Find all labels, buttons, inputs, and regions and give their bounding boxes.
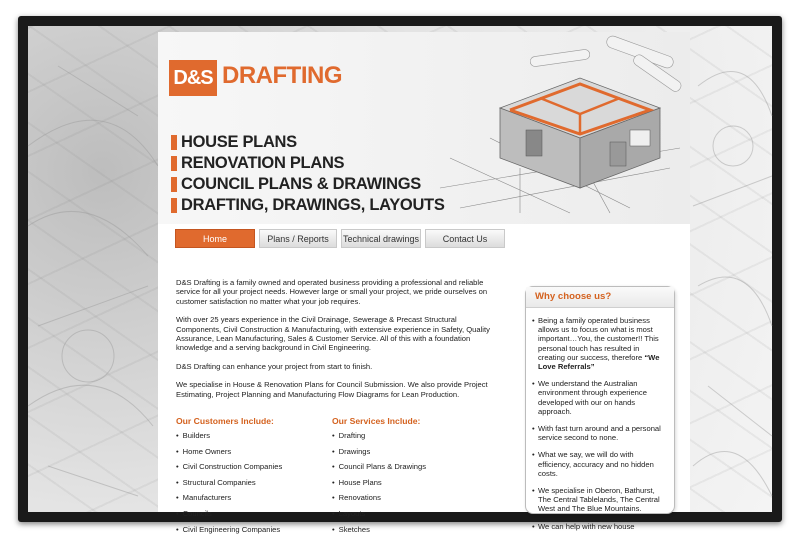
header-service-item: RENOVATION PLANS [171,153,445,174]
why-choose-us-box [525,286,675,531]
list-item: • We understand the Australian environment through experience developed with our on hands approach. [532,379,668,416]
header-service-item: DRAFTING, DRAWINGS, LAYOUTS [171,195,445,216]
list-item: • With fast turn around and a personal service second to none. [532,424,668,442]
main-nav [175,229,509,248]
logo-wordmark[interactable]: DRAFTING [222,62,342,89]
orange-bar-icon [171,198,177,213]
tab-plans-reports[interactable]: Plans / Reports [259,229,337,248]
customers-column [176,416,282,540]
header-service-item: HOUSE PLANS [171,132,445,153]
list-item: • Manufacturers [176,493,282,509]
site-header [158,32,690,224]
list-item: • Structural Companies [176,478,282,494]
header-service-item: COUNCIL PLANS & DRAWINGS [171,174,445,195]
list-item: • Drawings [332,447,426,463]
screen-bezel [18,16,782,534]
house-illustration [430,38,690,218]
list-item: • Builders [176,431,282,447]
services-title: Our Services Include: [332,416,421,426]
orange-bar-icon [171,177,177,192]
list-item: • Civil Construction Companies [176,462,282,478]
intro-paragraph: D&S Drafting is a family owned and operated business providing a professional and reliable service for all your project needs. However large or small your project, we pride ourselves on customer satisfaction no matter what your job requires. [176,278,488,306]
customers-title: Our Customers Include: [176,416,274,426]
list-item: • Home Owners [176,447,282,463]
experience-paragraph: With over 25 years experience in the Civil Drainage, Sewerage & Precast Structural Components, Civil Construction & Manufacturing, with extensive experience in Safety, Quality Assurance, Lean Manufacturing, Sales & Customer Service. All of this with a foundation knowledge and a serving background in Civil Engineering. [176,315,490,353]
list-item: • Councils [176,509,282,525]
logo-mark[interactable]: D&S [169,60,217,96]
specialise-paragraph: We specialise in House & Renovation Plans for Council Submission. We also provide Project Estimating, Project Planning and Manufacturing Flow Diagrams for Lean Production. [176,380,488,399]
services-column [332,416,426,540]
list-item: • What we say, we will do with efficiency, accuracy and no hidden costs. [532,450,668,478]
browser-viewport [28,26,772,534]
tab-technical-drawings[interactable]: Technical drawings [341,229,421,248]
list-item: • House Plans [332,478,426,494]
list-item: • We specialise in Oberon, Bathurst, The Central Tablelands, The Central West and The Blue Mountains. [532,486,668,514]
orange-bar-icon [171,156,177,171]
list-item: • Civil Engineering Companies [176,525,282,540]
list-item: • Drafting [332,431,426,447]
tab-home[interactable]: Home [175,229,255,248]
web-page [158,32,690,534]
header-services-list [171,132,445,216]
list-item: • We can help with new house [532,522,668,531]
orange-bar-icon [171,135,177,150]
tab-contact-us[interactable]: Contact Us [425,229,505,248]
why-choose-us-title: Why choose us? [526,287,674,308]
list-item: • Sketches [332,525,426,540]
list-item: • Being a family operated business allows us to focus on what is most important…You, the customer!! This personal touch has resulted in creating our success, therefore “We Love Referrals” [532,316,668,371]
list-item: • Council Plans & Drawings [332,462,426,478]
list-item: • Renovations [332,493,426,509]
main-content [176,278,498,408]
enhance-paragraph: D&S Drafting can enhance your project from start to finish. [176,361,373,371]
list-item: • Layouts [332,509,426,525]
